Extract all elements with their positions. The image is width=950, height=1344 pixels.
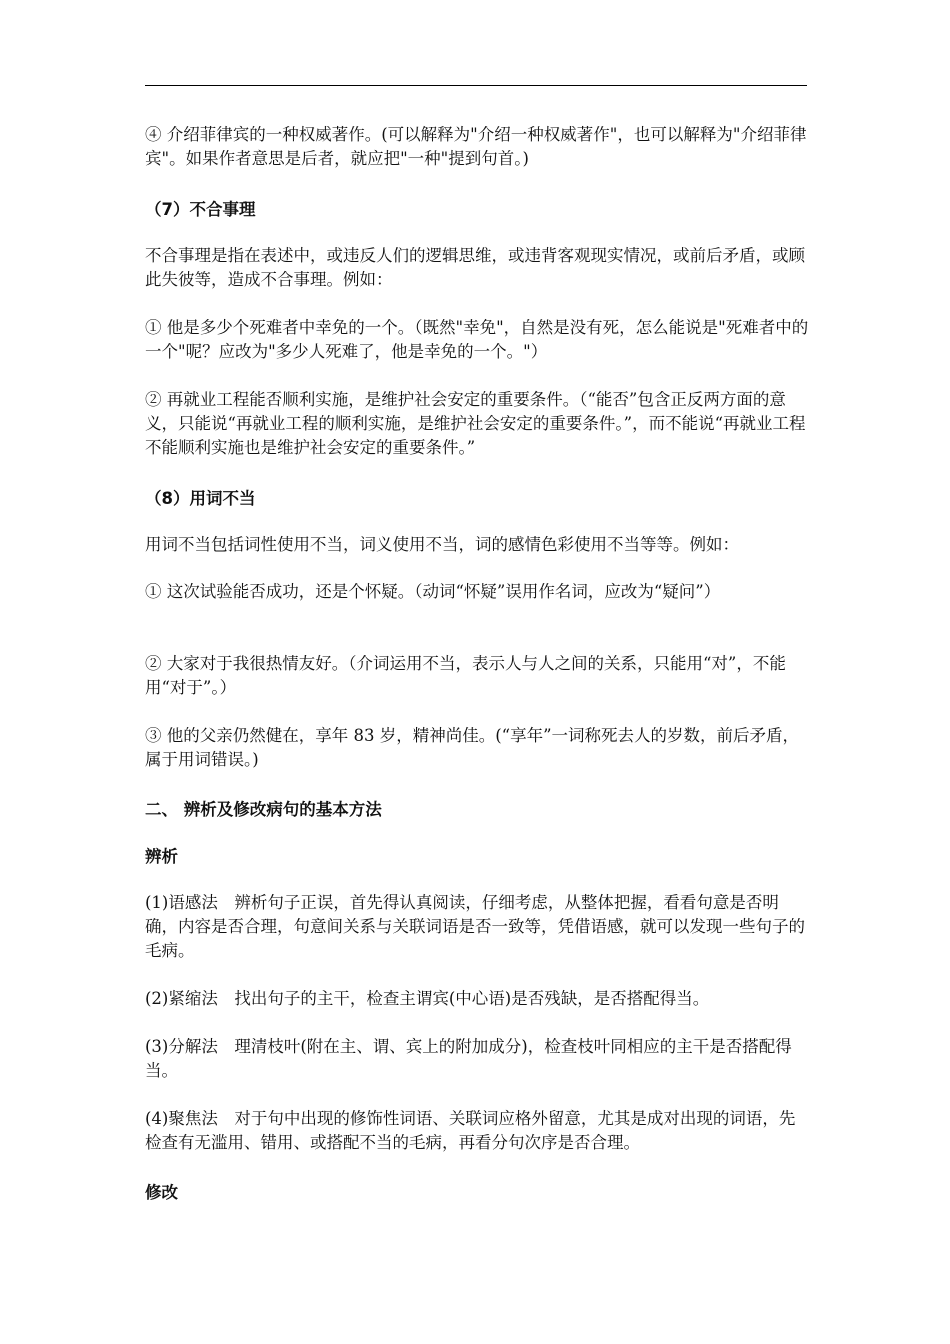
section-heading-7: （7）不合事理 (145, 200, 256, 219)
section-8-example-2: ② 大家对于我很热情友好。（介词运用不当，表示人与人之间的关系，只能用“对”，不能用“对于”。） (145, 654, 786, 697)
revision-heading: 修改 (145, 1183, 178, 1202)
analysis-heading: 辨析 (145, 847, 178, 866)
header-rule (145, 85, 807, 86)
section-7-example-1: ① 他是多少个死难者中幸免的一个。（既然"幸免"，自然是没有死，怎么能说是"死难者中的一个"呢？应改为"多少人死难了，他是幸免的一个。"） (145, 318, 809, 361)
section-7-intro: 不合事理是指在表述中，或违反人们的逻辑思维，或违背客观现实情况，或前后矛盾，或顾此失彼等，造成不合事理。例如： (145, 246, 805, 289)
example-4-paragraph: ④ 介绍菲律宾的一种权威著作。(可以解释为"介绍一种权威著作"，也可以解释为"介绍菲律宾"。如果作者意思是后者，就应把"一种"提到句首。) (145, 125, 807, 168)
part-two-heading: 二、 辨析及修改病句的基本方法 (145, 800, 382, 819)
section-8-intro: 用词不当包括词性使用不当，词义使用不当，词的感情色彩使用不当等等。例如： (145, 535, 739, 554)
section-7-example-2: ② 再就业工程能否顺利实施，是维护社会安定的重要条件。（“能否”包含正反两方面的意义，只能说“再就业工程的顺利实施，是维护社会安定的重要条件。”，而不能说“再就业工程不能顺利实施也是维护社会安定的重要条件。” (145, 390, 806, 457)
method-3-paragraph: (3)分解法 理清枝叶(附在主、谓、宾上的附加成分)，检查枝叶同相应的主干是否搭配得当。 (145, 1037, 792, 1080)
method-2-paragraph: (2)紧缩法 找出句子的主干，检查主谓宾(中心语)是否残缺，是否搭配得当。 (145, 989, 710, 1008)
method-1-paragraph: (1)语感法 辨析句子正误，首先得认真阅读，仔细考虑，从整体把握，看看句意是否明确，内容是否合理，句意间关系与关联词语是否一致等，凭借语感，就可以发现一些句子的毛病。 (145, 893, 805, 960)
section-heading-8: （8）用词不当 (145, 489, 256, 508)
section-8-example-3: ③ 他的父亲仍然健在，享年 83 岁，精神尚佳。(“享年”一词称死去人的岁数，前后矛盾，属于用词错误。) (145, 726, 800, 769)
method-4-paragraph: (4)聚焦法 对于句中出现的修饰性词语、关联词应格外留意，尤其是成对出现的词语，先检查有无滥用、错用、或搭配不当的毛病，再看分句次序是否合理。 (145, 1109, 796, 1152)
section-8-example-1: ① 这次试验能否成功，还是个怀疑。（动词“怀疑”误用作名词，应改为“疑问”） (145, 582, 721, 601)
